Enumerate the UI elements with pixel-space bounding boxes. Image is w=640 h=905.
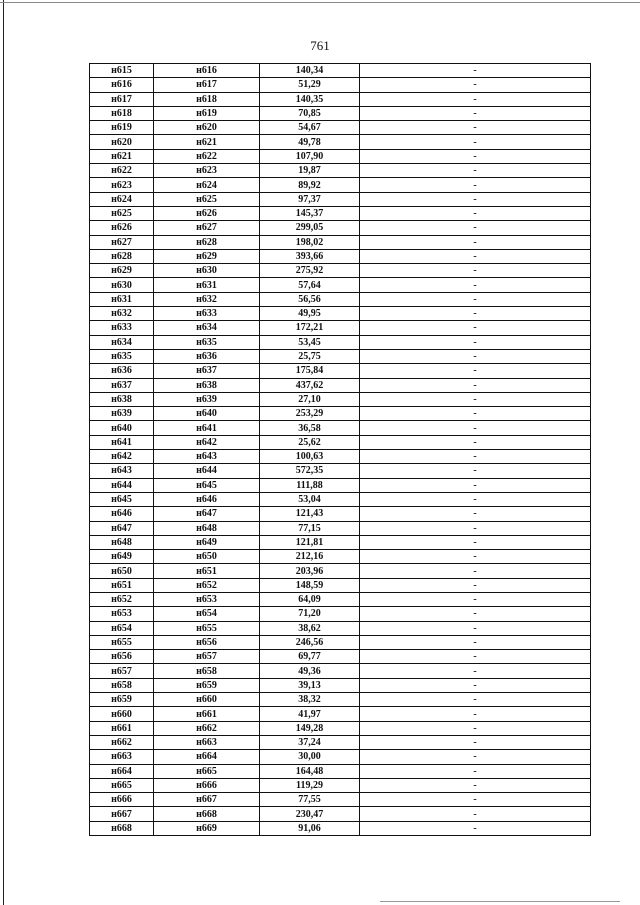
table-row xyxy=(90,121,591,135)
to-point-cell: н638 xyxy=(154,378,260,392)
from-point-cell: н657 xyxy=(90,664,154,678)
note-cell: - xyxy=(360,164,591,178)
distance-cell: 39,13 xyxy=(260,678,360,692)
from-point-cell: н633 xyxy=(90,321,154,335)
to-point-cell: н668 xyxy=(154,807,260,821)
to-point-cell: н620 xyxy=(154,121,260,135)
from-point-cell: н650 xyxy=(90,564,154,578)
from-point-cell: н619 xyxy=(90,121,154,135)
table-row xyxy=(90,421,591,435)
note-cell: - xyxy=(360,178,591,192)
distance-cell: 27,10 xyxy=(260,392,360,406)
note-cell: - xyxy=(360,278,591,292)
distance-cell: 49,36 xyxy=(260,664,360,678)
to-point-cell: н652 xyxy=(154,578,260,592)
distance-cell: 53,45 xyxy=(260,335,360,349)
from-point-cell: н624 xyxy=(90,192,154,206)
from-point-cell: н668 xyxy=(90,821,154,835)
to-point-cell: н618 xyxy=(154,92,260,106)
table-row xyxy=(90,192,591,206)
page-number: 761 xyxy=(310,38,330,53)
distance-cell: 77,55 xyxy=(260,793,360,807)
from-point-cell: н647 xyxy=(90,521,154,535)
to-point-cell: н630 xyxy=(154,264,260,278)
note-cell: - xyxy=(360,192,591,206)
to-point-cell: н623 xyxy=(154,164,260,178)
page-bottom-edge xyxy=(380,901,620,902)
from-point-cell: н627 xyxy=(90,235,154,249)
distance-cell: 53,04 xyxy=(260,492,360,506)
to-point-cell: н619 xyxy=(154,106,260,120)
table-row xyxy=(90,221,591,235)
table-row xyxy=(90,478,591,492)
note-cell: - xyxy=(360,693,591,707)
from-point-cell: н616 xyxy=(90,78,154,92)
distance-cell: 97,37 xyxy=(260,192,360,206)
table-row xyxy=(90,664,591,678)
note-cell: - xyxy=(360,378,591,392)
from-point-cell: н665 xyxy=(90,778,154,792)
note-cell: - xyxy=(360,564,591,578)
distance-cell: 437,62 xyxy=(260,378,360,392)
from-point-cell: н661 xyxy=(90,721,154,735)
to-point-cell: н643 xyxy=(154,450,260,464)
table-row xyxy=(90,807,591,821)
to-point-cell: н656 xyxy=(154,635,260,649)
note-cell: - xyxy=(360,750,591,764)
from-point-cell: н656 xyxy=(90,650,154,664)
table-row xyxy=(90,450,591,464)
note-cell: - xyxy=(360,221,591,235)
distance-cell: 140,34 xyxy=(260,64,360,78)
table-row xyxy=(90,435,591,449)
distance-cell: 49,78 xyxy=(260,135,360,149)
to-point-cell: н642 xyxy=(154,435,260,449)
table-row xyxy=(90,407,591,421)
from-point-cell: н641 xyxy=(90,435,154,449)
note-cell: - xyxy=(360,807,591,821)
to-point-cell: н646 xyxy=(154,492,260,506)
to-point-cell: н632 xyxy=(154,292,260,306)
note-cell: - xyxy=(360,135,591,149)
note-cell: - xyxy=(360,321,591,335)
table-row xyxy=(90,264,591,278)
from-point-cell: н653 xyxy=(90,607,154,621)
table-row xyxy=(90,149,591,163)
note-cell: - xyxy=(360,78,591,92)
distance-cell: 230,47 xyxy=(260,807,360,821)
table-row xyxy=(90,321,591,335)
to-point-cell: н622 xyxy=(154,149,260,163)
note-cell: - xyxy=(360,421,591,435)
page-left-edge xyxy=(3,0,4,905)
distance-cell: 77,15 xyxy=(260,521,360,535)
note-cell: - xyxy=(360,464,591,478)
from-point-cell: н628 xyxy=(90,249,154,263)
from-point-cell: н642 xyxy=(90,450,154,464)
table-row xyxy=(90,64,591,78)
table-row xyxy=(90,378,591,392)
table-row xyxy=(90,578,591,592)
table-row xyxy=(90,364,591,378)
from-point-cell: н654 xyxy=(90,621,154,635)
note-cell: - xyxy=(360,778,591,792)
from-point-cell: н667 xyxy=(90,807,154,821)
to-point-cell: н645 xyxy=(154,478,260,492)
to-point-cell: н662 xyxy=(154,721,260,735)
table-row xyxy=(90,78,591,92)
boundary-points-table xyxy=(89,63,591,836)
distance-cell: 198,02 xyxy=(260,235,360,249)
distance-cell: 25,75 xyxy=(260,349,360,363)
to-point-cell: н621 xyxy=(154,135,260,149)
table-row xyxy=(90,349,591,363)
note-cell: - xyxy=(360,478,591,492)
note-cell: - xyxy=(360,106,591,120)
note-cell: - xyxy=(360,707,591,721)
from-point-cell: н666 xyxy=(90,793,154,807)
distance-cell: 203,96 xyxy=(260,564,360,578)
distance-cell: 51,29 xyxy=(260,78,360,92)
from-point-cell: н636 xyxy=(90,364,154,378)
note-cell: - xyxy=(360,678,591,692)
to-point-cell: н651 xyxy=(154,564,260,578)
from-point-cell: н631 xyxy=(90,292,154,306)
note-cell: - xyxy=(360,821,591,835)
from-point-cell: н658 xyxy=(90,678,154,692)
from-point-cell: н659 xyxy=(90,693,154,707)
table-row xyxy=(90,621,591,635)
to-point-cell: н617 xyxy=(154,78,260,92)
note-cell: - xyxy=(360,764,591,778)
table-row xyxy=(90,635,591,649)
distance-cell: 57,64 xyxy=(260,278,360,292)
distance-cell: 91,06 xyxy=(260,821,360,835)
table-row xyxy=(90,249,591,263)
from-point-cell: н625 xyxy=(90,206,154,220)
page-top-edge xyxy=(0,2,640,3)
to-point-cell: н626 xyxy=(154,206,260,220)
note-cell: - xyxy=(360,64,591,78)
from-point-cell: н618 xyxy=(90,106,154,120)
distance-cell: 56,56 xyxy=(260,292,360,306)
to-point-cell: н616 xyxy=(154,64,260,78)
distance-cell: 246,56 xyxy=(260,635,360,649)
table-row xyxy=(90,92,591,106)
note-cell: - xyxy=(360,206,591,220)
from-point-cell: н643 xyxy=(90,464,154,478)
from-point-cell: н664 xyxy=(90,764,154,778)
distance-cell: 572,35 xyxy=(260,464,360,478)
distance-cell: 49,95 xyxy=(260,307,360,321)
table-row xyxy=(90,821,591,835)
to-point-cell: н640 xyxy=(154,407,260,421)
to-point-cell: н633 xyxy=(154,307,260,321)
from-point-cell: н622 xyxy=(90,164,154,178)
distance-cell: 37,24 xyxy=(260,735,360,749)
distance-cell: 71,20 xyxy=(260,607,360,621)
distance-cell: 25,62 xyxy=(260,435,360,449)
note-cell: - xyxy=(360,521,591,535)
distance-cell: 111,88 xyxy=(260,478,360,492)
to-point-cell: н644 xyxy=(154,464,260,478)
from-point-cell: н652 xyxy=(90,592,154,606)
distance-cell: 69,77 xyxy=(260,650,360,664)
note-cell: - xyxy=(360,392,591,406)
distance-cell: 54,67 xyxy=(260,121,360,135)
to-point-cell: н649 xyxy=(154,535,260,549)
to-point-cell: н635 xyxy=(154,335,260,349)
table-row xyxy=(90,721,591,735)
note-cell: - xyxy=(360,349,591,363)
from-point-cell: н651 xyxy=(90,578,154,592)
table-row xyxy=(90,735,591,749)
table-row xyxy=(90,592,591,606)
table-row xyxy=(90,392,591,406)
to-point-cell: н669 xyxy=(154,821,260,835)
table-row xyxy=(90,778,591,792)
distance-cell: 30,00 xyxy=(260,750,360,764)
note-cell: - xyxy=(360,249,591,263)
from-point-cell: н635 xyxy=(90,349,154,363)
note-cell: - xyxy=(360,92,591,106)
to-point-cell: н650 xyxy=(154,550,260,564)
to-point-cell: н660 xyxy=(154,693,260,707)
table-row xyxy=(90,764,591,778)
note-cell: - xyxy=(360,121,591,135)
note-cell: - xyxy=(360,407,591,421)
from-point-cell: н615 xyxy=(90,64,154,78)
distance-cell: 393,66 xyxy=(260,249,360,263)
to-point-cell: н667 xyxy=(154,793,260,807)
distance-cell: 64,09 xyxy=(260,592,360,606)
table-row xyxy=(90,278,591,292)
to-point-cell: н639 xyxy=(154,392,260,406)
from-point-cell: н621 xyxy=(90,149,154,163)
table-body xyxy=(90,64,591,836)
table-row xyxy=(90,650,591,664)
distance-cell: 107,90 xyxy=(260,149,360,163)
table-row xyxy=(90,564,591,578)
table-row xyxy=(90,693,591,707)
from-point-cell: н623 xyxy=(90,178,154,192)
note-cell: - xyxy=(360,292,591,306)
from-point-cell: н629 xyxy=(90,264,154,278)
note-cell: - xyxy=(360,492,591,506)
from-point-cell: н663 xyxy=(90,750,154,764)
table-row xyxy=(90,793,591,807)
note-cell: - xyxy=(360,721,591,735)
to-point-cell: н653 xyxy=(154,592,260,606)
table-row xyxy=(90,307,591,321)
to-point-cell: н666 xyxy=(154,778,260,792)
from-point-cell: н655 xyxy=(90,635,154,649)
distance-cell: 164,48 xyxy=(260,764,360,778)
to-point-cell: н625 xyxy=(154,192,260,206)
note-cell: - xyxy=(360,307,591,321)
distance-cell: 41,97 xyxy=(260,707,360,721)
table-row xyxy=(90,178,591,192)
from-point-cell: н634 xyxy=(90,335,154,349)
table-row xyxy=(90,707,591,721)
distance-cell: 175,84 xyxy=(260,364,360,378)
distance-cell: 253,29 xyxy=(260,407,360,421)
note-cell: - xyxy=(360,607,591,621)
distance-cell: 89,92 xyxy=(260,178,360,192)
distance-cell: 299,05 xyxy=(260,221,360,235)
to-point-cell: н631 xyxy=(154,278,260,292)
to-point-cell: н641 xyxy=(154,421,260,435)
distance-cell: 19,87 xyxy=(260,164,360,178)
note-cell: - xyxy=(360,635,591,649)
from-point-cell: н638 xyxy=(90,392,154,406)
to-point-cell: н658 xyxy=(154,664,260,678)
to-point-cell: н655 xyxy=(154,621,260,635)
note-cell: - xyxy=(360,335,591,349)
note-cell: - xyxy=(360,735,591,749)
from-point-cell: н617 xyxy=(90,92,154,106)
note-cell: - xyxy=(360,650,591,664)
from-point-cell: н648 xyxy=(90,535,154,549)
note-cell: - xyxy=(360,235,591,249)
table-row xyxy=(90,135,591,149)
from-point-cell: н637 xyxy=(90,378,154,392)
distance-cell: 38,32 xyxy=(260,693,360,707)
distance-cell: 36,58 xyxy=(260,421,360,435)
note-cell: - xyxy=(360,621,591,635)
to-point-cell: н654 xyxy=(154,607,260,621)
from-point-cell: н644 xyxy=(90,478,154,492)
to-point-cell: н637 xyxy=(154,364,260,378)
from-point-cell: н646 xyxy=(90,507,154,521)
to-point-cell: н661 xyxy=(154,707,260,721)
from-point-cell: н645 xyxy=(90,492,154,506)
table-row xyxy=(90,335,591,349)
distance-cell: 121,43 xyxy=(260,507,360,521)
distance-cell: 145,37 xyxy=(260,206,360,220)
distance-cell: 140,35 xyxy=(260,92,360,106)
note-cell: - xyxy=(360,793,591,807)
from-point-cell: н626 xyxy=(90,221,154,235)
from-point-cell: н660 xyxy=(90,707,154,721)
note-cell: - xyxy=(360,550,591,564)
from-point-cell: н649 xyxy=(90,550,154,564)
to-point-cell: н659 xyxy=(154,678,260,692)
to-point-cell: н657 xyxy=(154,650,260,664)
table-row xyxy=(90,750,591,764)
table-row xyxy=(90,106,591,120)
from-point-cell: н632 xyxy=(90,307,154,321)
table-row xyxy=(90,164,591,178)
to-point-cell: н627 xyxy=(154,221,260,235)
note-cell: - xyxy=(360,578,591,592)
to-point-cell: н636 xyxy=(154,349,260,363)
table-row xyxy=(90,464,591,478)
distance-cell: 119,29 xyxy=(260,778,360,792)
note-cell: - xyxy=(360,592,591,606)
table-row xyxy=(90,492,591,506)
table-row xyxy=(90,235,591,249)
note-cell: - xyxy=(360,507,591,521)
table-row xyxy=(90,550,591,564)
table-row xyxy=(90,535,591,549)
table-row xyxy=(90,521,591,535)
distance-cell: 172,21 xyxy=(260,321,360,335)
note-cell: - xyxy=(360,149,591,163)
from-point-cell: н620 xyxy=(90,135,154,149)
distance-cell: 148,59 xyxy=(260,578,360,592)
table-row xyxy=(90,206,591,220)
note-cell: - xyxy=(360,535,591,549)
table-row xyxy=(90,507,591,521)
table-row xyxy=(90,607,591,621)
to-point-cell: н647 xyxy=(154,507,260,521)
to-point-cell: н634 xyxy=(154,321,260,335)
distance-cell: 100,63 xyxy=(260,450,360,464)
distance-cell: 38,62 xyxy=(260,621,360,635)
table-row xyxy=(90,292,591,306)
note-cell: - xyxy=(360,264,591,278)
from-point-cell: н639 xyxy=(90,407,154,421)
from-point-cell: н640 xyxy=(90,421,154,435)
from-point-cell: н662 xyxy=(90,735,154,749)
to-point-cell: н663 xyxy=(154,735,260,749)
to-point-cell: н648 xyxy=(154,521,260,535)
note-cell: - xyxy=(360,364,591,378)
distance-cell: 121,81 xyxy=(260,535,360,549)
distance-cell: 149,28 xyxy=(260,721,360,735)
to-point-cell: н664 xyxy=(154,750,260,764)
distance-cell: 275,92 xyxy=(260,264,360,278)
distance-cell: 70,85 xyxy=(260,106,360,120)
note-cell: - xyxy=(360,435,591,449)
to-point-cell: н665 xyxy=(154,764,260,778)
from-point-cell: н630 xyxy=(90,278,154,292)
to-point-cell: н624 xyxy=(154,178,260,192)
note-cell: - xyxy=(360,664,591,678)
note-cell: - xyxy=(360,450,591,464)
table-row xyxy=(90,678,591,692)
to-point-cell: н628 xyxy=(154,235,260,249)
to-point-cell: н629 xyxy=(154,249,260,263)
distance-cell: 212,16 xyxy=(260,550,360,564)
